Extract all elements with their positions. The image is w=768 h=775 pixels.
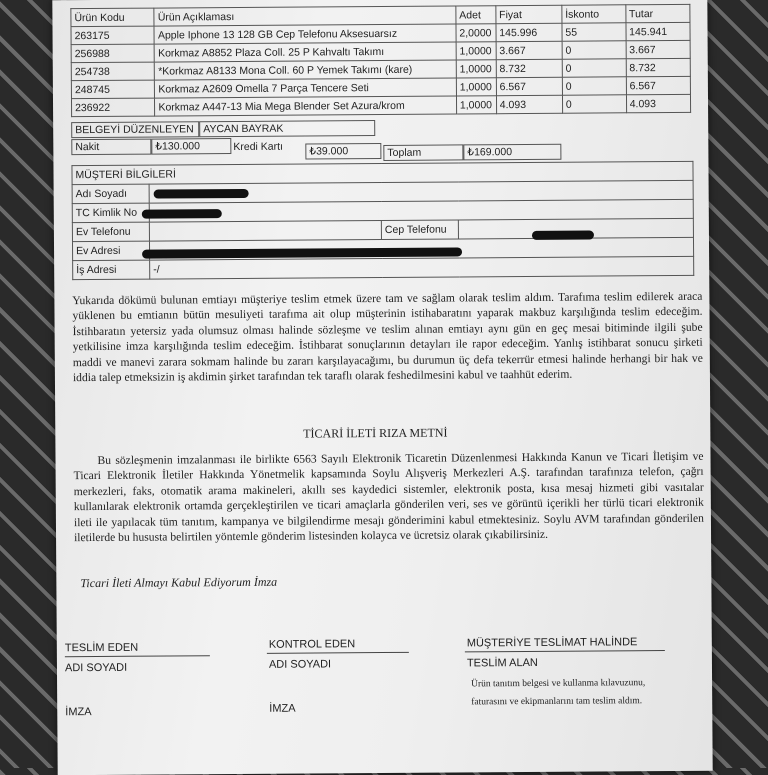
redaction-mark	[154, 189, 249, 199]
work-address-value: -/	[150, 256, 694, 279]
liability-paragraph: Yukarıda dökümü bulunan emtiayı müşteriye teslim etmek üzere tam ve sağlam olarak teslim aldım. Tarafıma teslim edilerek araca yüklenen bu emtianın bütün mesuliyeti tarafıma ait olup müşterinin istihabaratını yaparak makbuz karşılığında teslim edeceğim. İstihbaratın yetersiz yada olumsuz olması halinde sözleşme ve teslim alınan emtiayı aynı gün en geç mesai bitiminde ilgili şube yetkilisine imza karşılığında teslim edeceğim. İstihbarat sonuçlarının detayları ile rapor edeceğim. Yanlış istihbarat sonucu şirketi maddi ve manevi zarara sokmam halinde bu zararı karşılayacağımı, bu durumun üç defa tekerrür etmesi halinde herhangi bir hak ve iddia talep etmeksizin iş akdimin şirket tarafından tek taraflı olarak feshedilmesini kabul ve taahhüt ederim.	[72, 289, 703, 385]
issuer-value: AYCAN BAYRAK	[199, 120, 375, 137]
cell-description: Apple Iphone 13 128 GB Cep Telefonu Aksesuarsız	[154, 24, 456, 44]
cell-quantity: 1,0000	[456, 96, 496, 114]
cell-discount: 55	[562, 23, 626, 41]
cell-total: 145.941	[626, 22, 690, 40]
sig-checked-by-signature: İMZA	[269, 702, 296, 715]
cash-label: Nakit	[71, 139, 151, 156]
cell-price: 3.667	[496, 41, 562, 59]
consent-accept-label: Ticari İleti Almayı Kabul Ediyorum İmza	[80, 574, 278, 591]
sig-customer-note-2: faturasını ve ekipmanlarını tam teslim aldım.	[471, 696, 643, 708]
header-description: Ürün Açıklaması	[154, 6, 456, 26]
sig-divider	[65, 655, 210, 657]
home-phone-label: Ev Telefonu	[72, 222, 149, 242]
cell-total: 8.732	[626, 58, 690, 76]
cell-code: 254738	[71, 62, 155, 81]
cell-description: *Korkmaz A8133 Mona Coll. 60 P Yemek Takımı (kare)	[155, 60, 457, 80]
delivery-document	[52, 0, 712, 775]
header-discount: İskonto	[562, 5, 626, 23]
cell-quantity: 2,0000	[456, 24, 496, 42]
home-phone-value	[149, 221, 381, 242]
sig-customer-note-1: Ürün tanıtım belgesi ve kullanma kılavuzunu,	[471, 678, 646, 690]
consent-title: TİCARİ İLETİ RIZA METNİ	[303, 425, 448, 441]
redaction-mark	[142, 209, 222, 219]
cell-price: 6.567	[496, 77, 562, 95]
name-label: Adı Soyadı	[72, 184, 149, 204]
cell-discount: 0	[562, 59, 626, 77]
cell-discount: 0	[562, 95, 626, 113]
header-total: Tutar	[625, 4, 689, 22]
cell-price: 4.093	[496, 95, 562, 113]
header-quantity: Adet	[456, 6, 496, 24]
home-address-label: Ev Adresi	[72, 241, 149, 261]
sig-checked-by-title: KONTROL EDEN	[268, 638, 356, 651]
cell-description: Korkmaz A2609 Omella 7 Parça Tencere Seti	[155, 78, 457, 98]
card-value: ₺39.000	[305, 143, 381, 160]
cell-quantity: 1,0000	[456, 78, 496, 96]
cell-discount: 0	[562, 77, 626, 95]
sig-divider	[465, 650, 665, 652]
cell-total: 3.667	[626, 40, 690, 58]
sig-received-by: TESLİM ALAN	[466, 656, 538, 670]
customer-info-table	[71, 161, 694, 280]
card-label: Kredi Kartı	[233, 140, 283, 154]
sig-checked-by-name: ADI SOYADI	[268, 658, 332, 671]
cell-total: 6.567	[626, 76, 690, 94]
cell-code: 248745	[71, 80, 155, 99]
cell-price: 8.732	[496, 59, 562, 77]
items-table	[70, 4, 691, 117]
total-value: ₺169.000	[463, 144, 561, 161]
sig-delivered-by-name: ADI SOYADI	[64, 661, 128, 675]
mobile-label: Cep Telefonu	[381, 220, 458, 240]
cell-price: 145.996	[496, 23, 562, 41]
work-address-label: İş Adresi	[73, 260, 150, 280]
cell-total: 4.093	[626, 94, 690, 112]
cell-quantity: 1,0000	[456, 42, 496, 60]
sig-divider	[267, 652, 409, 654]
issuer-label: BELGEYİ DÜZENLEYEN	[71, 121, 199, 138]
consent-paragraph: Bu sözleşmenin imzalanması ile birlikte 6563 Sayılı Elektronik Ticaretin Düzenlenmesi Hakkında Kanun ve Ticari İletişim ve Ticari Elektronik İletiler Hakkında Yönetmelik kapsamında Soylu Alışveriş Merkezleri A.Ş. tarafından tarafınıza telefon, çağrı merkezleri, faks, otomatik arama makineleri, akıllı ses kaydedici sistemler, elektronik posta, kısa mesaj hizmeti gibi vasıtalar kullanılarak elektronik ortamda gerçekleştirilen ve ticari amaçlarla gönderilen veri, ses ve görüntü içerikli her türlü ticari elektronik ileti ile yapılacak tüm tanıtım, kampanya ve bilgilendirme mesajı gönderimini kabul etmektesiniz. Soylu AVM tarafından gönderilen iletilerde bu hususta belirtilen yöntemle gönderim listesinden kolayca ve ücretsiz olarak çıkabilirsiniz.	[73, 449, 704, 545]
cell-discount: 0	[562, 41, 626, 59]
header-price: Fiyat	[496, 5, 562, 23]
sig-delivered-by-title: TESLİM EDEN	[64, 641, 139, 655]
tc-label: TC Kimlik No	[72, 203, 149, 223]
cell-quantity: 1,0000	[456, 60, 496, 78]
customer-section-title: MÜŞTERİ BİLGİLERİ	[72, 161, 693, 184]
sig-delivered-by-signature: İMZA	[65, 706, 92, 719]
redaction-mark	[532, 231, 594, 240]
cell-code: 263175	[71, 26, 155, 45]
header-product-code: Ürün Kodu	[71, 8, 155, 27]
cell-code: 256988	[71, 44, 155, 63]
cash-value: ₺130.000	[151, 138, 231, 155]
cell-description: Korkmaz A447-13 Mia Mega Blender Set Azura/krom	[155, 96, 457, 116]
total-label: Toplam	[383, 144, 463, 161]
sig-customer-title: MÜŞTERİYE TESLİMAT HALİNDE	[466, 636, 638, 650]
cell-code: 236922	[71, 98, 155, 117]
cell-description: Korkmaz A8852 Plaza Coll. 25 P Kahvaltı Takımı	[155, 42, 457, 62]
table-row	[71, 94, 690, 116]
